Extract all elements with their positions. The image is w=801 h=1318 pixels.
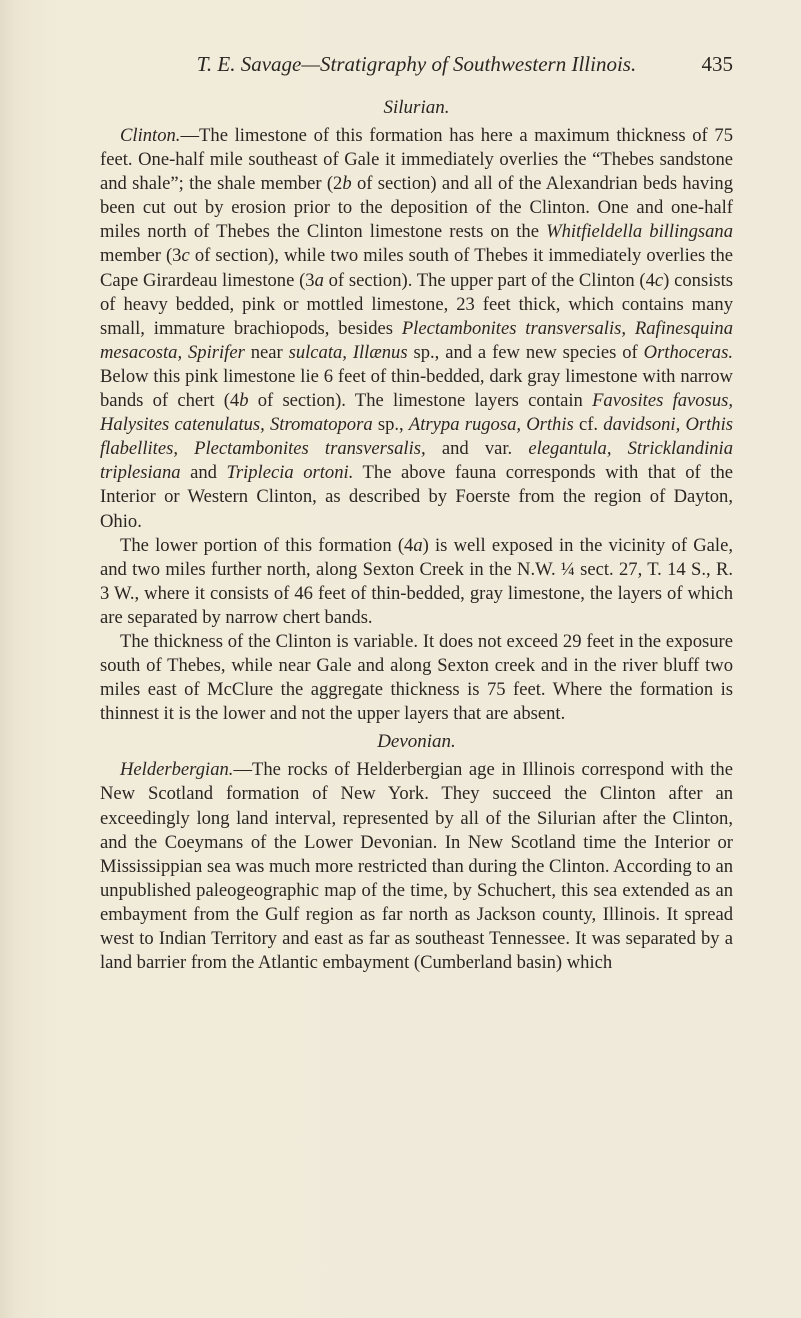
italic-run: a <box>314 269 324 291</box>
paragraph-thickness <box>100 630 733 726</box>
italic-run: elegantula, Stricklandinia triplesiana <box>100 438 733 484</box>
text-run: near <box>244 341 289 363</box>
text-run: ) consists of heavy bedded, pink or mottled limestone, 23 feet thick, which contains many small, immature brachiopods, besides <box>100 269 733 339</box>
italic-run: Whitfieldella billingsana <box>546 221 733 243</box>
italic-run: Favosites favosus, Halysites catenulatus, Stromatopora <box>100 390 733 436</box>
text-run: The thickness of the Clinton is variable. It does not exceed 29 feet in the exposure south of Thebes, while near Gale and along Sexton creek and in the river bluff two miles east of McClure the aggregate thickness is 75 feet. Where the formation is thinnest it is the lower and not the upper layers that are absent. <box>100 630 733 725</box>
text-run: of section) and all of the Alexandrian beds having been cut out by erosion prior to the deposition of the Clinton. One and one-half miles north of Thebes the Clinton limestone rests on the <box>100 173 733 243</box>
italic-run: Triplecia ortoni. <box>226 462 354 484</box>
running-head-title: T. E. Savage—Stratigraphy of Southwestern Illinois. <box>196 52 637 76</box>
running-head <box>100 52 733 92</box>
page-number: 435 <box>701 52 733 76</box>
text-run: ) is well exposed in the vicinity of Gale, and two miles further north, along Sexton Creek in the N.W. ¼ sect. 27, T. 14 S., R. 3 W., where it consists of 46 feet of thin-bedded, gray limestone, the layers of which are separated by narrow chert bands. <box>100 534 733 628</box>
text-run: —The limestone of this formation has here a maximum thickness of 75 feet. One-half mile southeast of Gale it immediately overlies the “Thebes sandstone and shale”; the shale member (2 <box>100 125 733 195</box>
text-run: The lower portion of this formation (4 <box>120 534 414 556</box>
italic-run: Clinton. <box>120 125 181 146</box>
text-run: member (3 <box>100 245 182 267</box>
italic-run: c <box>654 269 664 291</box>
italic-run: a <box>413 534 423 556</box>
text-run: The above fauna corresponds with that of the Interior or Western Clinton, as described by Foerste from the region of Dayton, Ohio. <box>100 462 733 532</box>
italic-run: Helderbergian. <box>120 759 234 781</box>
italic-run: Orthoceras. <box>643 341 733 363</box>
italic-run: b <box>239 390 249 412</box>
italic-run: Plectambonites transversalis, Rafinesquina mesacosta, Spirifer <box>100 317 733 363</box>
section-heading-devonian: Devonian. <box>377 731 456 753</box>
paragraph-lower-portion <box>100 534 733 630</box>
text-run: of section). The upper part of the Clinton (4 <box>323 269 655 291</box>
text-run: —The rocks of Helderbergian age in Illinois correspond with the New Scotland formation of New York. They succeed the Clinton after an exceedingly long land interval, represented by all of the Silurian after the Clinton, and the Coeymans of the Lower Devonian. In New Scotland time the Interior or Mississippian sea was much more restricted than during the Clinton. According to an unpublished paleogeographic map of the time, by Schuchert, this sea extended as an embayment from the Gulf region as far north as Jackson county, Illinois. It spread west to Indian Territory and east as far as southeast Tennessee. It was separated by a land barrier from the Atlantic embayment (Cumberland basin) which <box>100 759 733 974</box>
text-run: and var. <box>425 438 529 460</box>
italic-run: sulcata, Illænus <box>288 341 408 363</box>
italic-run: b <box>342 173 352 195</box>
text-run: Below this pink limestone lie 6 feet of thin-bedded, dark gray limestone with narrow bands of chert (4 <box>100 365 733 412</box>
section-devonian <box>100 730 733 975</box>
text-run: and <box>180 462 227 484</box>
text-run: of section), while two miles south of Thebes it immediately overlies the Cape Girardeau limestone (3 <box>100 245 734 291</box>
text-run: cf. <box>573 414 604 436</box>
text-run: sp., and a few new species of <box>407 341 644 363</box>
text-run: sp., <box>372 414 409 436</box>
paragraph-helderbergian <box>100 758 733 975</box>
text-run: of section). The limestone layers contain <box>248 390 593 412</box>
section-heading-silurian: Silurian. <box>383 97 450 118</box>
italic-run: Atrypa rugosa, Orthis <box>408 414 574 436</box>
section-silurian <box>100 96 733 726</box>
italic-run: c <box>181 245 190 267</box>
paragraph-clinton <box>100 124 733 534</box>
italic-run: davidsoni, Orthis flabellites, Plectambonites transversalis, <box>100 414 733 460</box>
